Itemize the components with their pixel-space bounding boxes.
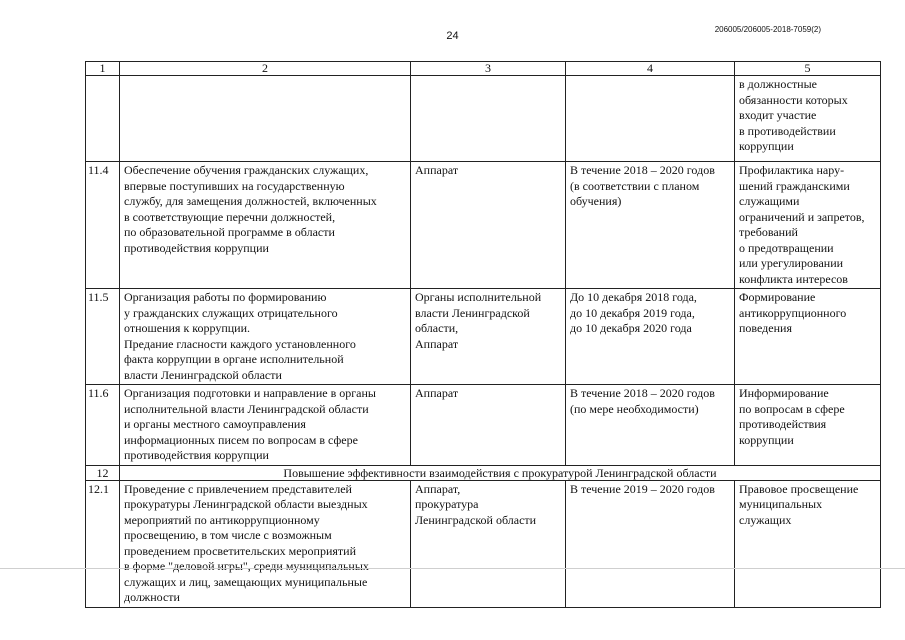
measures-table xyxy=(85,61,881,608)
column-header: 5 xyxy=(735,62,881,76)
column-header: 4 xyxy=(566,62,735,76)
executor-cell: Органы исполнительной власти Ленинградской области, Аппарат xyxy=(411,289,566,385)
executor-cell xyxy=(411,76,566,162)
action-cell: Проведение с привлечением представителей прокуратуры Ленинградской области выездных мероприятий по антикоррупционному просвещению, в том числе с возможным проведением просветительских мероприятий в форме "деловой игры", среди муниципальных служащих и лиц, замещающих муниципальные должности xyxy=(120,480,411,607)
term-cell: В течение 2018 – 2020 годов (в соответствии с планом обучения) xyxy=(566,162,735,289)
action-cell xyxy=(120,76,411,162)
column-header: 2 xyxy=(120,62,411,76)
table-row xyxy=(86,385,881,466)
section-number: 12 xyxy=(86,465,120,480)
column-number-row xyxy=(86,62,881,76)
row-number-cell: 11.5 xyxy=(86,289,120,385)
table-row xyxy=(86,289,881,385)
row-number-cell xyxy=(86,76,120,162)
result-cell: в должностные обязанности которых входит участие в противодействии коррупции xyxy=(735,76,881,162)
result-cell: Информирование по вопросам в сфере противодействия коррупции xyxy=(735,385,881,466)
section-title: Повышение эффективности взаимодействия с прокуратурой Ленинградской области xyxy=(120,465,881,480)
table-row xyxy=(86,76,881,162)
table-row xyxy=(86,162,881,289)
action-cell: Организация подготовки и направление в органы исполнительной власти Ленинградской области и органы местного самоуправления информационных писем по вопросам в сфере противодействия коррупции xyxy=(120,385,411,466)
result-cell: Профилактика нару- шений гражданскими служащими ограничений и запретов, требований о предотвращении или урегулировании конфликта интересов xyxy=(735,162,881,289)
executor-cell: Аппарат xyxy=(411,385,566,466)
action-cell: Обеспечение обучения гражданских служащих, впервые поступивших на государственную службу, для замещения должностей, включенных в соответствующие перечни должностей, по образовательной программе в области противодействия коррупции xyxy=(120,162,411,289)
table-row xyxy=(86,480,881,607)
term-cell: В течение 2019 – 2020 годов xyxy=(566,480,735,607)
column-header: 3 xyxy=(411,62,566,76)
term-cell: В течение 2018 – 2020 годов (по мере необходимости) xyxy=(566,385,735,466)
section-row xyxy=(86,465,881,480)
document-code: 206005/206005-2018-7059(2) xyxy=(714,25,821,34)
row-number-cell: 11.4 xyxy=(86,162,120,289)
column-header: 1 xyxy=(86,62,120,76)
page-number: 24 xyxy=(446,30,459,42)
result-cell: Формирование антикоррупционного поведения xyxy=(735,289,881,385)
row-number-cell: 12.1 xyxy=(86,480,120,607)
executor-cell: Аппарат, прокуратура Ленинградской области xyxy=(411,480,566,607)
scan-divider-line xyxy=(0,568,905,569)
term-cell xyxy=(566,76,735,162)
term-cell: До 10 декабря 2018 года, до 10 декабря 2019 года, до 10 декабря 2020 года xyxy=(566,289,735,385)
row-number-cell: 11.6 xyxy=(86,385,120,466)
executor-cell: Аппарат xyxy=(411,162,566,289)
action-cell: Организация работы по формированию у гражданских служащих отрицательного отношения к коррупции. Предание гласности каждого установленного факта коррупции в органе исполнительной власти Ленинградской области xyxy=(120,289,411,385)
result-cell: Правовое просвещение муниципальных служащих xyxy=(735,480,881,607)
